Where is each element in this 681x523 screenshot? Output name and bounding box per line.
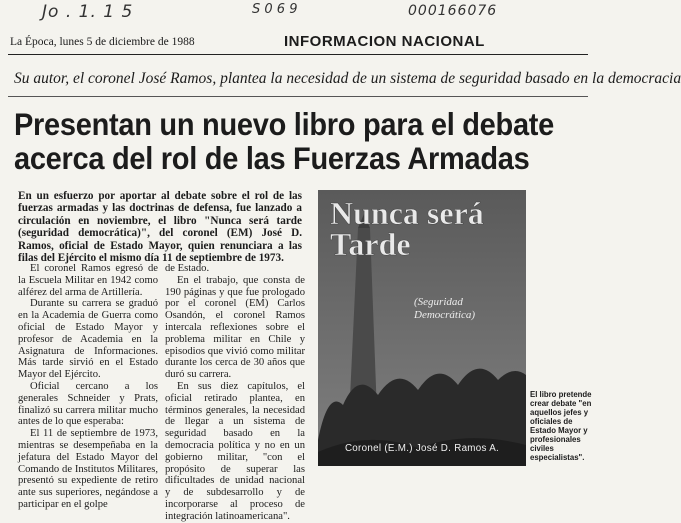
article-kicker: Su autor, el coronel José Ramos, plantea la necesidad de un sistema de seguridad basado en la democracia bbox=[14, 70, 681, 87]
handwritten-archive-number: 000166076 bbox=[408, 3, 498, 19]
body-column-2 bbox=[165, 263, 305, 523]
book-author: Coronel (E.M.) José D. Ramos A. bbox=[344, 443, 500, 454]
newspaper-dateline: La Época, lunes 5 de diciembre de 1988 bbox=[10, 36, 195, 48]
body-paragraph: Oficial cercano a los generales Schneider y Prats, finalizó su carrera militar mucho antes de lo que esperaba: bbox=[18, 380, 158, 428]
body-paragraph: El 11 de septiembre de 1973, mientras se desempeñaba en la jefatura del Estado Mayor del Comando de Institutos Militares, presentó su expediente de retiro ante sus superiores, negándose a participar en el golpe bbox=[18, 428, 158, 510]
headline-line-1: Presentan un nuevo libro para el debate bbox=[14, 106, 555, 142]
photo-caption: El libro pretende crear debate "en aquellos jefes y oficiales de Estado Mayor y profesionales civiles especialistas". bbox=[530, 390, 592, 462]
kicker-rule bbox=[8, 96, 588, 97]
handwritten-date-note: Jo . 1. 1 5 bbox=[42, 2, 134, 22]
body-paragraph: En sus diez capítulos, el oficial retirado plantea, en términos generales, la necesidad de llegar a un sistema de seguridad basado en la democracia política y no en un gobierno militar, "con el propósito de superar las dificultades de unidad nacional y de subdesarrollo y de incorporarse al proceso de integración latinoamericana". bbox=[165, 380, 305, 522]
book-subtitle: (Seguridad Democrática) bbox=[414, 296, 476, 321]
body-column-1 bbox=[18, 263, 158, 511]
body-paragraph: Durante su carrera se graduó en la Academia de Guerra como oficial de Estado Mayor y profesor de Academia en la Asignatura de Informaciones. Más tarde sirvió en el Estado Mayor del Ejército. bbox=[18, 298, 158, 381]
body-paragraph: En el trabajo, que consta de 190 páginas y que fue prologado por el coronel (EM) Carlos Osandón, el coronel Ramos intercala reflexiones sobre el problema militar en Chile y episodios que vivió como militar durante los cerca de 30 años que duró su carrera. bbox=[165, 274, 305, 381]
article-headline bbox=[14, 107, 557, 175]
header-rule bbox=[8, 54, 588, 55]
headline-line-2: acerca del rol de las Fuerzas Armadas bbox=[14, 140, 530, 176]
body-paragraph: El coronel Ramos egresó de la Escuela Militar en 1942 como alférez del arma de Artillería. bbox=[18, 263, 158, 298]
book-cover-photo bbox=[318, 190, 526, 466]
handwritten-code-note: S 0 6 9 bbox=[252, 2, 298, 17]
article-lead: En un esfuerzo por aportar al debate sobre el rol de las fuerzas armadas y las doctrinas de defensa, fue lanzado a circulación en noviembre, el libro "Nunca será tarde (seguridad democrática)", del coronel (EM) José D. Ramos, oficial de Estado Mayor, quien renunciara a las filas del Ejército el mismo día 11 de septiembre de 1973. bbox=[18, 190, 302, 265]
body-paragraph: de Estado. bbox=[165, 263, 210, 274]
book-title: Nunca será Tarde bbox=[330, 195, 484, 262]
section-header: INFORMACION NACIONAL bbox=[284, 33, 485, 50]
